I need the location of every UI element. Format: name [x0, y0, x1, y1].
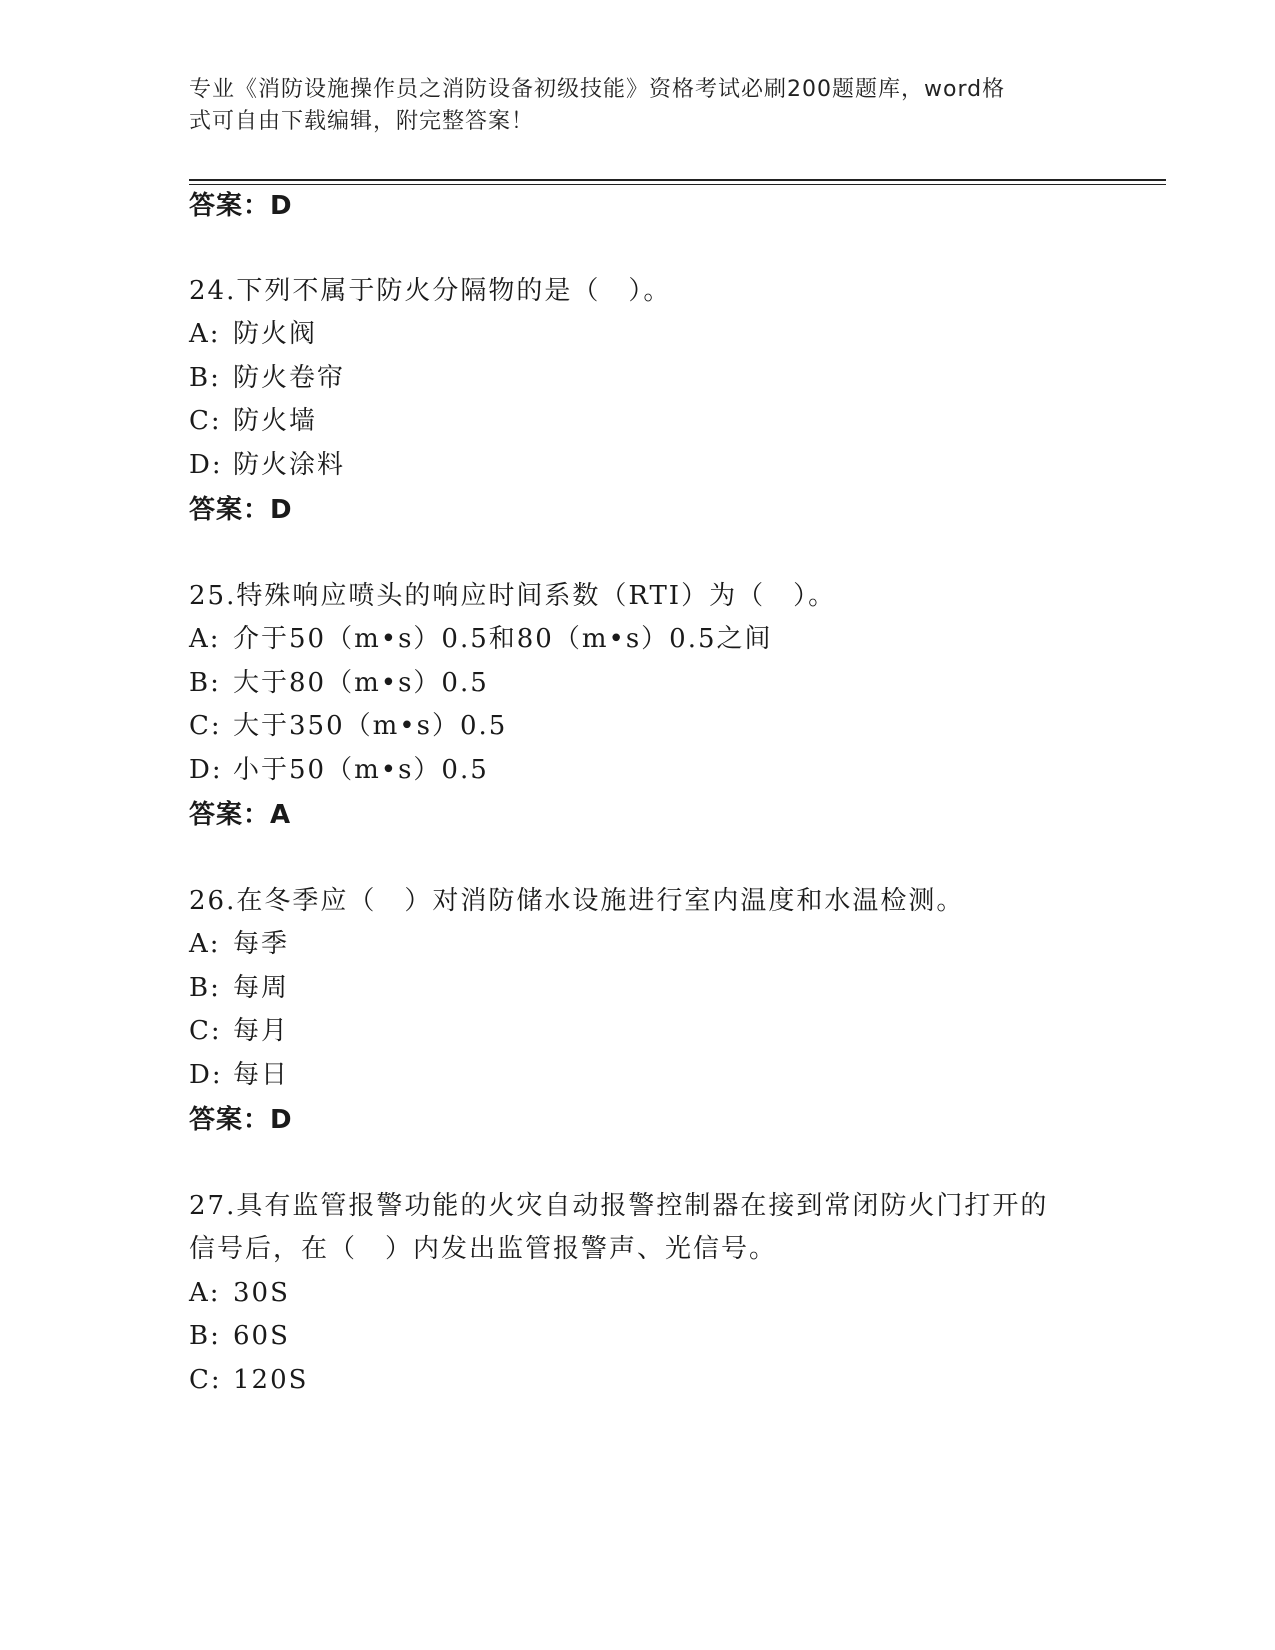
- answer-line: 答案：D: [189, 495, 293, 525]
- option-letter: D:: [189, 450, 223, 480]
- option-d: [189, 447, 345, 483]
- option-letter: B:: [189, 363, 221, 393]
- question-stem: 24.下列不属于防火分隔物的是（ ）。: [189, 276, 672, 306]
- header-line-2: 式可自由下载编辑，附完整答案！: [189, 109, 535, 134]
- option-a: [189, 1275, 290, 1311]
- option-a: [189, 926, 289, 962]
- option-text: 介于50（m•s）0.5和80（m•s）0.5之间: [233, 624, 773, 654]
- option-letter: C:: [189, 711, 222, 741]
- option-letter: B:: [189, 1321, 221, 1351]
- question-stem: 26.在冬季应（ ）对消防储水设施进行室内温度和水温检测。: [189, 886, 965, 916]
- header-divider-thick: [189, 179, 1166, 181]
- option-letter: C:: [189, 406, 222, 436]
- option-c: [189, 708, 507, 744]
- option-letter: C:: [189, 1016, 222, 1046]
- option-b: [189, 360, 345, 396]
- option-b: [189, 1318, 290, 1354]
- option-text: 大于350（m•s）0.5: [233, 711, 508, 741]
- option-text: 30S: [233, 1278, 290, 1308]
- option-letter: A:: [189, 624, 221, 654]
- option-letter: B:: [189, 668, 221, 698]
- option-text: 120S: [233, 1365, 309, 1395]
- document-header: [189, 74, 1069, 138]
- option-letter: B:: [189, 973, 221, 1003]
- option-letter: D:: [189, 1060, 223, 1090]
- question-stem: 27.具有监管报警功能的火灾自动报警控制器在接到常闭防火门打开的: [189, 1191, 1049, 1221]
- option-text: 大于80（m•s）0.5: [233, 668, 489, 698]
- option-a: [189, 621, 773, 657]
- option-text: 每月: [233, 1016, 290, 1046]
- option-text: 防火墙: [233, 406, 318, 436]
- option-d: [189, 752, 489, 788]
- option-letter: D:: [189, 755, 223, 785]
- option-letter: A:: [189, 1278, 221, 1308]
- option-d: [189, 1057, 289, 1093]
- option-text: 防火涂料: [233, 450, 346, 480]
- header-line-1: 专业《消防设施操作员之消防设备初级技能》资格考试必刷200题题库，word格: [189, 77, 1006, 102]
- option-c: [189, 403, 317, 439]
- option-letter: A:: [189, 929, 221, 959]
- header-divider-thin: [189, 184, 1166, 185]
- option-c: [189, 1362, 308, 1398]
- option-b: [189, 665, 489, 701]
- question-stem: 25.特殊响应喷头的响应时间系数（RTI）为（ ）。: [189, 581, 837, 611]
- option-text: 小于50（m•s）0.5: [233, 755, 489, 785]
- option-letter: C:: [189, 1365, 222, 1395]
- previous-answer: 答案：D: [189, 191, 293, 221]
- option-text: 60S: [233, 1321, 290, 1351]
- option-text: 每日: [233, 1060, 290, 1090]
- answer-line: 答案：A: [189, 800, 292, 830]
- option-text: 每季: [233, 929, 290, 959]
- option-text: 每周: [233, 973, 290, 1003]
- option-a: [189, 316, 317, 352]
- question-stem-continued: 信号后，在（ ）内发出监管报警声、光信号。: [189, 1234, 778, 1264]
- option-letter: A:: [189, 319, 221, 349]
- option-text: 防火阀: [233, 319, 318, 349]
- option-b: [189, 970, 289, 1006]
- answer-line: 答案：D: [189, 1105, 293, 1135]
- option-c: [189, 1013, 289, 1049]
- option-text: 防火卷帘: [233, 363, 346, 393]
